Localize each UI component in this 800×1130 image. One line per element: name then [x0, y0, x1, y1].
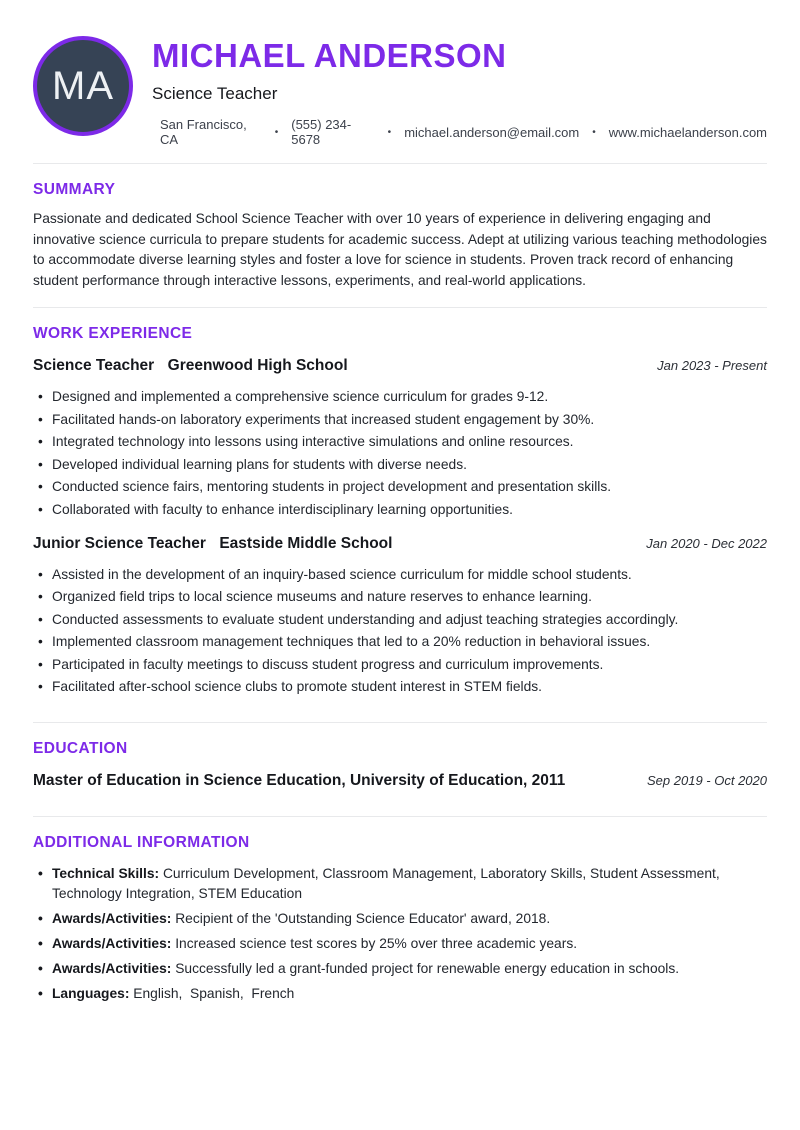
bullet-item: • Participated in faculty meetings to discuss student progress and curriculum improvements.	[33, 655, 767, 674]
job-entry	[33, 535, 767, 697]
education-degree: Master of Education in Science Education, University of Education, 2011	[33, 772, 566, 790]
divider	[33, 816, 767, 817]
divider	[33, 722, 767, 723]
bullet-item: • Facilitated after-school science clubs to promote student interest in STEM fields.	[33, 677, 767, 696]
additional-item-label: Awards/Activities:	[52, 935, 172, 951]
contact-row	[152, 117, 767, 147]
contact-website: www.michaelanderson.com	[608, 124, 767, 140]
person-name: MICHAEL ANDERSON	[152, 37, 507, 74]
bullet-item: • Collaborated with faculty to enhance interdisciplinary learning opportunities.	[33, 500, 767, 519]
bullet-item: • Implemented classroom management techniques that led to a 20% reduction in behavioral issues.	[33, 632, 767, 651]
education-entry	[33, 772, 767, 790]
additional-item	[33, 984, 767, 1004]
additional-item-text: English, Spanish, French	[133, 985, 295, 1001]
job-bullet-list	[33, 387, 767, 519]
bullet-item: • Facilitated hands-on laboratory experiments that increased student engagement by 30%.	[33, 410, 767, 429]
job-role: Junior Science Teacher	[33, 534, 206, 552]
avatar-initials: MA	[52, 63, 114, 108]
additional-item-text: Curriculum Development, Classroom Management, Laboratory Skills, Student Assessment, Technology Integration, STEM Education	[52, 866, 724, 901]
contact-phone: (555) 234-5678	[291, 117, 352, 148]
job-entry	[33, 357, 767, 519]
job-head	[33, 357, 767, 375]
bullet-item: • Developed individual learning plans for students with diverse needs.	[33, 455, 767, 474]
summary-heading: SUMMARY	[33, 181, 116, 199]
bullet-item: • Integrated technology into lessons using interactive simulations and online resources.	[33, 432, 767, 451]
additional-item-label: Technical Skills:	[52, 866, 160, 882]
education-dates: Sep 2019 - Oct 2020	[647, 773, 767, 789]
job-head	[33, 535, 767, 553]
additional-list	[33, 864, 767, 1003]
avatar	[33, 36, 133, 136]
additional-item-label: Awards/Activities:	[52, 960, 172, 976]
additional-item-text: Successfully led a grant-funded project for renewable energy education in schools.	[175, 960, 680, 976]
summary-text: Passionate and dedicated School Science Teacher with over 10 years of experience in delivering engaging and innovative science curricula to prepare students for academic success. Adept at utilizing various teaching methodologies to accommodate diverse learning styles and foster a love for science in students. Proven track record of enhancing student performance through interactive lessons, experiments, and real-world applications.	[33, 211, 767, 288]
separator-dot: •	[274, 126, 279, 138]
additional-item	[33, 909, 767, 929]
job-bullet-list	[33, 565, 767, 697]
job-role: Science Teacher	[33, 357, 155, 375]
section-additional-information	[33, 834, 767, 1003]
divider	[33, 307, 767, 308]
person-job-title: Science Teacher	[152, 84, 278, 104]
additional-item	[33, 934, 767, 954]
job-title-line	[33, 357, 348, 375]
additional-item	[33, 864, 767, 903]
job-dates: Jan 2020 - Dec 2022	[646, 535, 767, 551]
resume-header	[33, 36, 767, 147]
bullet-item: • Conducted science fairs, mentoring students in project development and presentation skills.	[33, 477, 767, 496]
education-head	[33, 772, 767, 790]
job-company: Eastside Middle School	[219, 534, 393, 552]
additional-item-text: Recipient of the 'Outstanding Science Educator' award, 2018.	[175, 910, 551, 926]
additional-item	[33, 959, 767, 979]
additional-item-label: Languages:	[52, 985, 130, 1001]
contact-location: San Francisco, CA	[160, 117, 247, 148]
bullet-item: • Organized field trips to local science museums and nature reserves to enhance learning.	[33, 587, 767, 606]
contact-email: michael.anderson@email.com	[404, 124, 580, 140]
additional-information-heading: ADDITIONAL INFORMATION	[33, 834, 250, 852]
section-summary	[33, 181, 767, 291]
section-education	[33, 740, 767, 790]
bullet-item: • Designed and implemented a comprehensive science curriculum for grades 9-12.	[33, 387, 767, 406]
separator-dot: •	[387, 126, 392, 138]
education-heading: EDUCATION	[33, 740, 128, 758]
additional-item-text: Increased science test scores by 25% over three academic years.	[175, 935, 578, 951]
job-dates: Jan 2023 - Present	[657, 358, 767, 374]
work-experience-heading: WORK EXPERIENCE	[33, 325, 193, 343]
bullet-item: • Conducted assessments to evaluate student understanding and adjust teaching strategies accordingly.	[33, 610, 767, 629]
divider	[33, 163, 767, 164]
additional-item-label: Awards/Activities:	[52, 910, 172, 926]
job-title-line	[33, 535, 392, 553]
bullet-item: • Assisted in the development of an inquiry-based science curriculum for middle school students.	[33, 565, 767, 584]
separator-dot: •	[592, 126, 596, 138]
job-company: Greenwood High School	[167, 357, 348, 375]
header-text	[152, 36, 767, 147]
section-work-experience	[33, 325, 767, 696]
